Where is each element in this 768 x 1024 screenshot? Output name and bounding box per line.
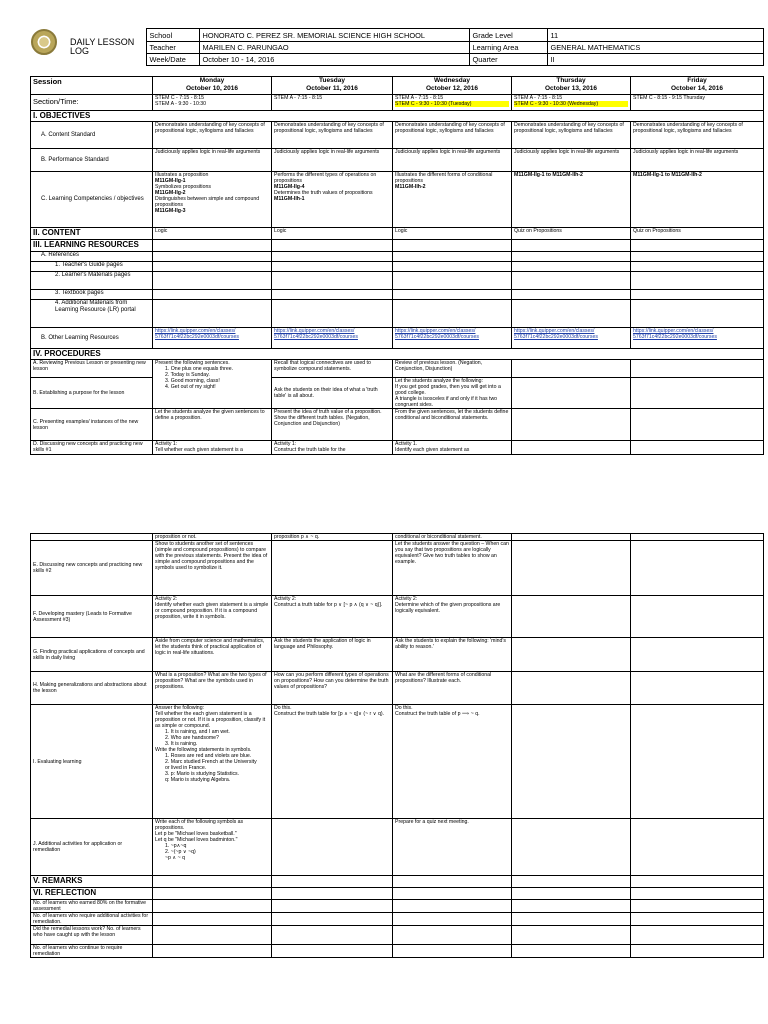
- performance-standard-wed: Judiciously applies logic in real-life arguments: [393, 149, 512, 172]
- content-standard-thu: Demonstrates understanding of key concepts of propositional logic, syllogisms and fallacies: [512, 122, 631, 149]
- resource-link-tue[interactable]: https://link.quipper.com/en/classes/ 5763f71c4f22bc292e0003df/courses: [272, 328, 393, 349]
- school-value: HONORATO C. PEREZ SR. MEMORIAL SCIENCE HIGH SCHOOL: [199, 29, 469, 42]
- proc-e-label: E. Discussing new concepts and practicing new skills #2: [31, 541, 153, 596]
- quarter-label: Quarter: [469, 54, 547, 66]
- competencies-label: C. Learning Competencies / objectives: [31, 172, 153, 228]
- resource-link-mon[interactable]: https://link.quipper.com/en/classes/ 5763f71c4f22bc292e0003df/courses: [153, 328, 272, 349]
- proc-f-wed: Activity 2: Determine which of the given propositions are logically equivalent.: [393, 596, 512, 638]
- content-standard-fri: Demonstrates understanding of key concepts of propositional logic, syllogisms and fallacies: [631, 122, 764, 149]
- day-tuesday: Tuesday October 11, 2016: [272, 77, 393, 95]
- lr-portal-label: 4. Additional Materials from Learning Resource (LR) portal: [31, 300, 153, 328]
- references-label: A. References: [31, 252, 153, 262]
- proc-g-tue: Ask the students the application of logic in language and Philosophy.: [272, 638, 393, 672]
- content-standard-label: A. Content Standard: [31, 122, 153, 149]
- grade-label: Grade Level: [469, 29, 547, 42]
- header-table: [30, 28, 764, 66]
- session-label: Session: [31, 77, 153, 95]
- competencies-fri: M11GM-IIg-1 to M11GM-IIh-2: [631, 172, 764, 228]
- area-value: GENERAL MATHEMATICS: [547, 42, 764, 54]
- proc-c-label: C. Presenting examples/ instances of the new lesson: [31, 409, 153, 441]
- proc-a-label: A. Reviewing Previous Lesson or presenting new lesson: [31, 360, 153, 378]
- teachers-guide-label: 1. Teacher's Guide pages: [31, 262, 153, 272]
- time-tuesday: STEM A - 7:15 - 8:15: [272, 95, 393, 111]
- textbook-label: 3. Textbook pages: [31, 290, 153, 300]
- resource-link-fri[interactable]: https://link.quipper.com/en/classes/ 5763f71c4f22bc292e0003df/courses: [631, 328, 764, 349]
- proc-d-tue: Activity 1: Construct the truth table for the: [272, 441, 393, 455]
- grade-value: 11: [547, 29, 764, 42]
- resource-link-wed[interactable]: https://link.quipper.com/en/classes/ 5763f71c4f22bc292e0003df/courses: [393, 328, 512, 349]
- proc-f-mon: Activity 2: Identify whether each given statement is a simple or compound proposition. If it is a compound proposition, write it in symbols.: [153, 596, 272, 638]
- proc-i-label: I. Evaluating learning: [31, 705, 153, 819]
- proc-h-wed: What are the different forms of conditional propositions? Illustrate each.: [393, 672, 512, 705]
- reflection-row-1-label: No. of learners who earned 80% on the formative assessment: [31, 900, 153, 913]
- section-time-label: Section/Time:: [31, 95, 153, 111]
- performance-standard-label: B. Performance Standard: [31, 149, 153, 172]
- time-wednesday: STEM A - 7:15 - 8:15 STEM C - 9:30 - 10:30 (Tuesday): [393, 95, 512, 111]
- lesson-table-part2: [30, 533, 764, 958]
- day-wednesday: Wednesday October 12, 2016: [393, 77, 512, 95]
- proc-d-wed: Activity 1. Identify each given statement as: [393, 441, 512, 455]
- resource-link-thu[interactable]: https://link.quipper.com/en/classes/ 5763f71c4f22bc292e0003df/courses: [512, 328, 631, 349]
- teacher-label: Teacher: [146, 42, 199, 54]
- learners-materials-label: 2. Learner's Materials pages: [31, 272, 153, 290]
- remarks-heading: V. REMARKS: [31, 876, 153, 888]
- reflection-row-2-label: No. of learners who require additional activities for remediation.: [31, 913, 153, 926]
- proc-i-wed: Do this. Construct the truth table of p ⟹ ~ q.: [393, 705, 512, 819]
- week-value: October 10 - 14, 2016: [199, 54, 469, 66]
- school-label: School: [146, 29, 199, 42]
- proc-i-mon: Answer the following: Tell whether the each given statement is a proposition or not. If it is a proposition, classify it as simple or compound. 1. It is raining, and I am wet. 2. Who are handsome? 3. It is raining. Write the following statements in symbols. 1. Roses are red and violets are blue. 2. Marc studied French at the University or lived in France. 3. p: Mario is studying Statistics. q: Mario is studying Algebra.: [153, 705, 272, 819]
- content-thu: Quiz on Propositions: [512, 228, 631, 240]
- competencies-mon: Illustrates a proposition M11GM-IIg-1 Symbolizes propositions M11GM-IIg-2 Distinguishes between simple and compound propositions M11GM-IIg-3: [153, 172, 272, 228]
- proc-d-mon: Activity 1: Tell whether each given statement is a: [153, 441, 272, 455]
- competencies-tue: Performs the different types of operations on propositions M11GM-IIg-4 Determines the truth values of propositions M11GM-IIh-1: [272, 172, 393, 228]
- proc-c-mon: Let the students analyze the given sentences to define a proposition.: [153, 409, 272, 441]
- competencies-thu: M11GM-IIg-1 to M11GM-IIh-2: [512, 172, 631, 228]
- proc-b-wed: Let the students analyze the following: If you get good grades, then you will get into a good college. A triangle is isosceles if and only if it has two congruent sides.: [393, 378, 512, 409]
- competencies-wed: Illustrates the different forms of conditional propositions M11GM-IIh-2: [393, 172, 512, 228]
- proc-g-mon: Aside from computer science and mathematics, let the students think of practical application of logic in real-life situations.: [153, 638, 272, 672]
- resources-heading: III. LEARNING RESOURCES: [31, 240, 153, 252]
- proc-j-mon: Write each of the following symbols as propositions. Let p be "Michael loves basketball." Let q be "Michael loves badminton." 1. ~p∧~q 2. ~(~p ∨ ~q) ~p ∧ ~ q: [153, 819, 272, 876]
- day-friday: Friday October 14, 2016: [631, 77, 764, 95]
- performance-standard-tue: Judiciously applies logic in real-life arguments: [272, 149, 393, 172]
- proc-d-label: D. Discussing new concepts and practicing new skills #1: [31, 441, 153, 455]
- performance-standard-mon: Judiciously applies logic in real-life arguments: [153, 149, 272, 172]
- time-monday: STEM C - 7:15 - 8:15 STEM A - 9:30 - 10:30: [153, 95, 272, 111]
- proc-f-label: F. Developing mastery (Leads to Formative Assessment #3): [31, 596, 153, 638]
- proc-j-wed: Prepare for a quiz next meeting.: [393, 819, 512, 876]
- reflection-heading: VI. REFLECTION: [31, 888, 153, 900]
- other-resources-label: B. Other Learning Resources: [31, 328, 153, 349]
- proc-g-label: G. Finding practical applications of concepts and skills in daily living: [31, 638, 153, 672]
- lesson-table-part1: [30, 76, 764, 455]
- proc-b-label: B. Establishing a purpose for the lesson: [31, 378, 153, 409]
- procedures-heading: IV. PROCEDURES: [31, 349, 764, 360]
- proc-h-tue: How can you perform different types of operations on propositions? How can you determine the truth values of propositions?: [272, 672, 393, 705]
- reflection-row-4-label: No. of learners who continue to require remediation: [31, 945, 153, 958]
- proc-a-wed: Review of previous lesson. (Negation, Conjunction, Disjunction): [393, 360, 512, 378]
- objectives-heading: I. OBJECTIVES: [31, 111, 764, 122]
- performance-standard-fri: Judiciously applies logic in real-life arguments: [631, 149, 764, 172]
- day-monday: Monday October 10, 2016: [153, 77, 272, 95]
- proc-f-tue: Activity 2: Construct a truth table for p ∨ [~ p ∧ (q ∨ ~ q)].: [272, 596, 393, 638]
- area-label: Learning Area: [469, 42, 547, 54]
- proc-j-label: J. Additional activities for application or remediation: [31, 819, 153, 876]
- proc-d2-mon: proposition or not.: [153, 534, 272, 541]
- proc-i-tue: Do this. Construct the truth table for [p ∧ ~ q]∨ (~ r ∨ q).: [272, 705, 393, 819]
- performance-standard-thu: Judiciously applies logic in real-life arguments: [512, 149, 631, 172]
- proc-h-mon: What is a proposition? What are the two types of proposition? What are the symbols used in propositions.: [153, 672, 272, 705]
- content-fri: Quiz on Propositions: [631, 228, 764, 240]
- time-thursday: STEM A - 7:15 - 8:15 STEM C - 9:30 - 10:30 (Wednesday): [512, 95, 631, 111]
- content-standard-mon: Demonstrates understanding of key concepts of propositional logic, syllogisms and fallacies: [153, 122, 272, 149]
- teacher-value: MARILEN C. PARUNGAO: [199, 42, 469, 54]
- proc-c-wed: From the given sentences, let the students define conditional and biconditional statements.: [393, 409, 512, 441]
- week-label: Week/Date: [146, 54, 199, 66]
- time-friday: STEM C - 8:15 - 9:15 Thursday: [631, 95, 764, 111]
- page-title: DAILY LESSON LOG: [70, 37, 135, 56]
- proc-d2-wed: conditional or biconditional statement.: [393, 534, 512, 541]
- proc-d2-tue: proposition p ∧ ~ q.: [272, 534, 393, 541]
- content-heading: II. CONTENT: [31, 228, 153, 240]
- proc-b-tue: Ask the students on their idea of what a 'truth table' is all about.: [272, 378, 393, 409]
- content-tue: Logic: [272, 228, 393, 240]
- proc-g-wed: Ask the students to explain the following: 'mind's ability to reason.': [393, 638, 512, 672]
- proc-a-tue: Recall that logical connectives are used to symbolize compound statements.: [272, 360, 393, 378]
- content-standard-tue: Demonstrates understanding of key concepts of propositional logic, syllogisms and fallacies: [272, 122, 393, 149]
- reflection-row-3-label: Did the remedial lessons work? No. of learners who have caught up with the lesson: [31, 926, 153, 945]
- content-mon: Logic: [153, 228, 272, 240]
- day-thursday: Thursday October 13, 2016: [512, 77, 631, 95]
- quarter-value: II: [547, 54, 764, 66]
- proc-c-tue: Present the idea of truth value of a proposition. Show the different truth tables. (Negation, Conjunction and Disjunction): [272, 409, 393, 441]
- proc-e-mon: Show to students another set of sentences (simple and compound propositions) to compare with the previous statements. Present the idea of simple and compound propositions and the symbols used to symbolize it.: [153, 541, 272, 596]
- proc-ab-mon: Present the following sentences. 1. One plus one equals three. 2. Today is Sunday. 3. Good morning, class! 4. Get out of my sight!: [153, 360, 272, 409]
- proc-h-label: H. Making generalizations and abstractions about the lesson: [31, 672, 153, 705]
- proc-e-wed: Let the students answer the question – When can you say that two propositions are logically equivalent? Give two truth tables to show an example.: [393, 541, 512, 596]
- content-standard-wed: Demonstrates understanding of key concepts of propositional logic, syllogisms and fallacies: [393, 122, 512, 149]
- content-wed: Logic: [393, 228, 512, 240]
